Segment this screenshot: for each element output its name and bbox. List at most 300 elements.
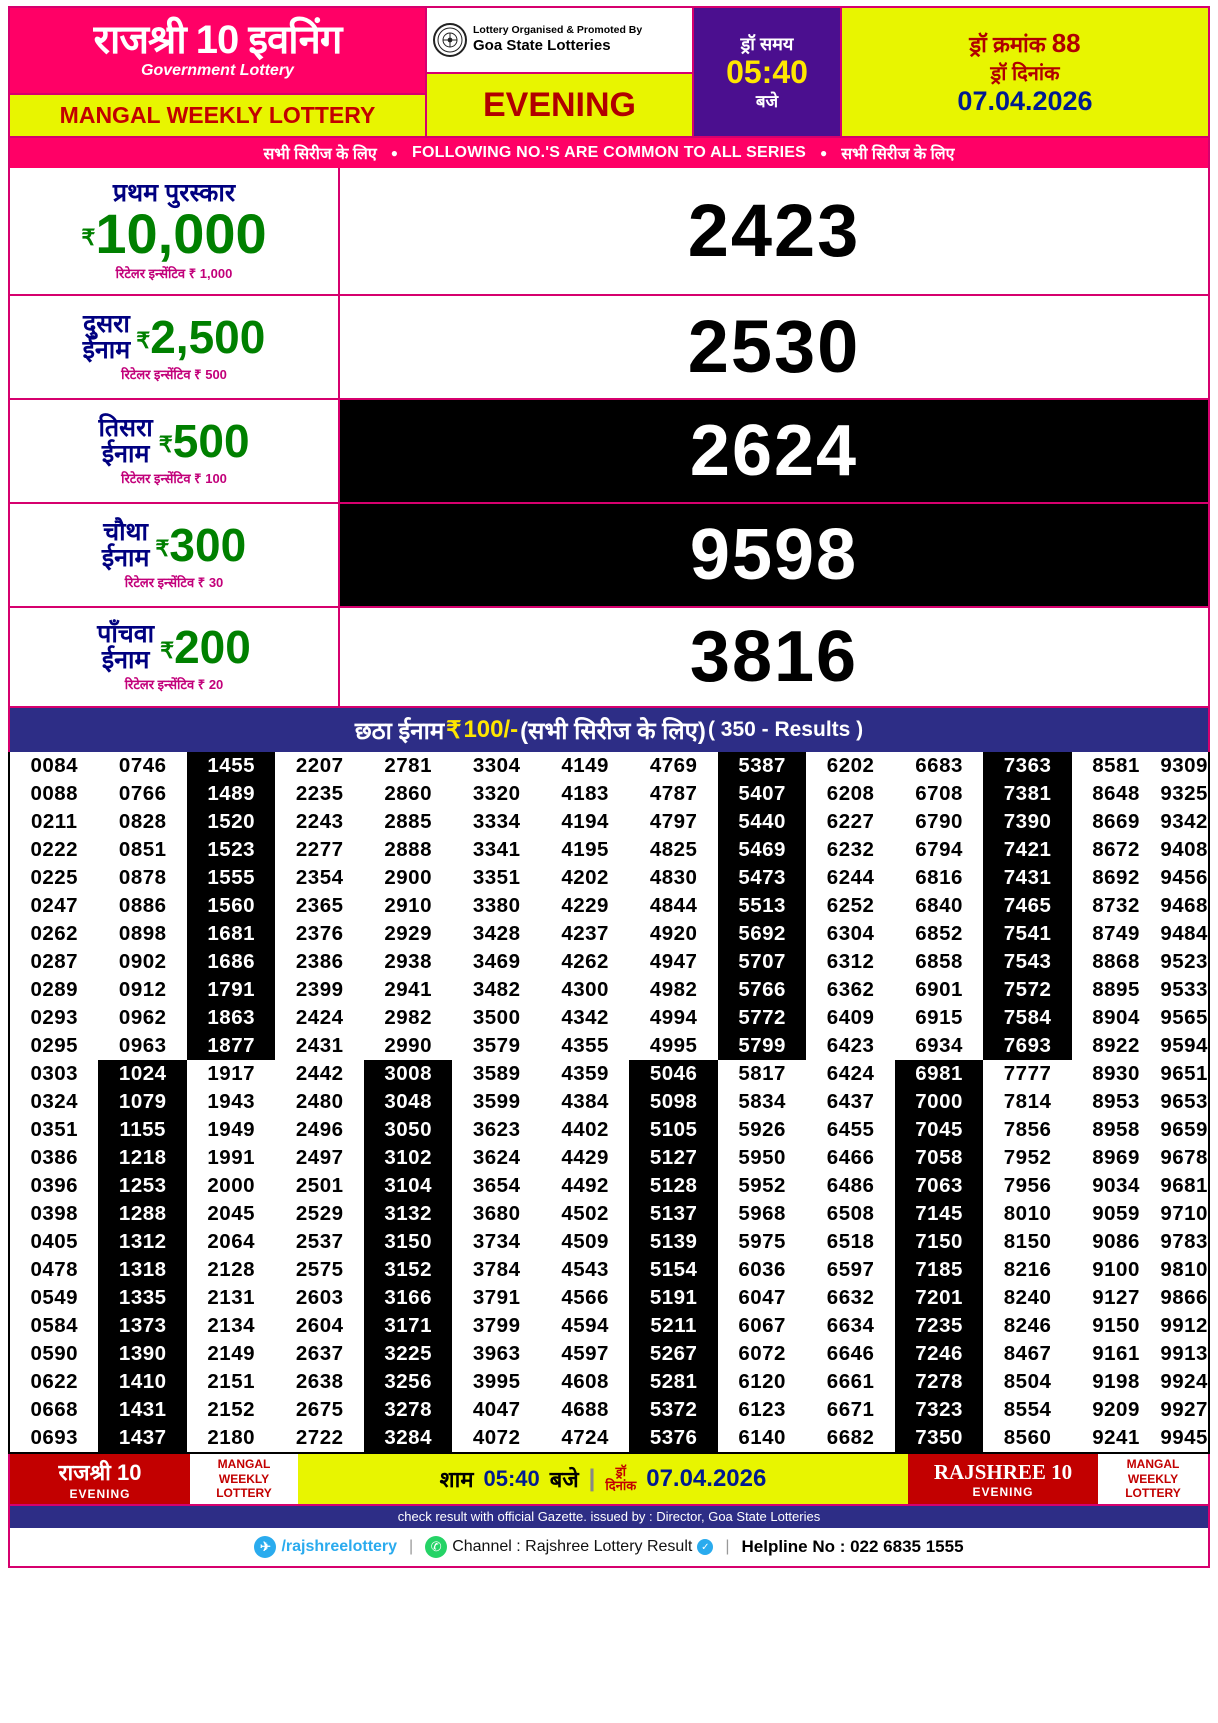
prize-number-cell — [340, 504, 1208, 606]
bullet-dot-icon: ● — [390, 146, 398, 160]
number-cell: 0828 — [118, 810, 167, 833]
number-cell: 6858 — [915, 950, 963, 973]
number-cell: 2604 — [295, 1314, 344, 1337]
number-cell: 6208 — [826, 782, 875, 805]
number-cell: 6466 — [826, 1146, 875, 1169]
number-cell: 4608 — [561, 1370, 609, 1393]
number-cell: 9059 — [1092, 1202, 1140, 1225]
contact-bar — [8, 1528, 1210, 1568]
draw-number-value: 88 — [1051, 27, 1081, 58]
number-cell: 6901 — [915, 978, 963, 1001]
number-cell: 6067 — [738, 1314, 786, 1337]
number-cell: 2365 — [295, 894, 344, 917]
number-cell: 0289 — [30, 978, 79, 1001]
number-cell: 6312 — [826, 950, 875, 973]
number-cell: 0693 — [30, 1426, 79, 1449]
number-cell: 0766 — [118, 782, 167, 805]
footer-weekly-l3: LOTTERY — [216, 1486, 272, 1501]
number-cell: 6120 — [738, 1370, 786, 1393]
number-cell: 0405 — [30, 1230, 79, 1253]
number-cell: 2638 — [295, 1370, 344, 1393]
number-cell: 6661 — [826, 1370, 875, 1393]
number-cell: 4149 — [561, 754, 609, 777]
number-cell: 1253 — [98, 1172, 186, 1200]
prize-detail-first — [10, 168, 340, 294]
number-cell: 2045 — [207, 1202, 256, 1225]
number-cell: 0746 — [118, 754, 167, 777]
prize-row-second — [10, 296, 1208, 400]
number-cell: 2354 — [295, 866, 344, 889]
number-cell: 1877 — [187, 1032, 275, 1060]
number-row — [10, 948, 1208, 976]
number-cell: 3284 — [364, 1424, 452, 1452]
number-cell: 6794 — [915, 838, 963, 861]
number-cell: 2000 — [207, 1174, 256, 1197]
prize-label-line2: ईनाम — [101, 646, 150, 674]
number-cell: 5267 — [629, 1340, 717, 1368]
number-cell: 1555 — [187, 864, 275, 892]
number-cell: 7952 — [1003, 1146, 1052, 1169]
number-cell: 6232 — [826, 838, 875, 861]
number-cell: 4402 — [561, 1118, 609, 1141]
footer-brand-sub: EVENING — [69, 1487, 131, 1501]
number-cell: 0088 — [30, 782, 79, 805]
number-cell: 8150 — [1003, 1230, 1052, 1253]
common-bar-center: FOLLOWING NO.'S ARE COMMON TO ALL SERIES — [411, 144, 807, 161]
number-cell: 2722 — [295, 1426, 344, 1449]
number-cell: 6816 — [915, 866, 963, 889]
footer-brand-sub-en: EVENING — [972, 1484, 1034, 1499]
number-cell: 7063 — [895, 1172, 983, 1200]
footer-time-date — [298, 1454, 908, 1504]
prize-amount-value: 300 — [169, 519, 247, 571]
prize-amount — [155, 519, 247, 571]
number-cell: 3102 — [364, 1144, 452, 1172]
prize-amount — [81, 202, 267, 266]
header-organiser — [425, 8, 692, 136]
number-cell: 1791 — [187, 976, 275, 1004]
footer-weekly-l1: MANGAL — [217, 1457, 271, 1472]
header-subtitle: Government Lottery — [141, 62, 294, 80]
number-cell: 7541 — [983, 920, 1071, 948]
number-cell: 2399 — [295, 978, 344, 1001]
number-cell: 5154 — [629, 1256, 717, 1284]
number-cell: 5799 — [718, 1032, 806, 1060]
number-cell: 6934 — [915, 1034, 963, 1057]
draw-number-date-box — [840, 8, 1208, 136]
footer-sham-label: शाम — [439, 1467, 474, 1492]
number-cell: 7856 — [1003, 1118, 1052, 1141]
number-cell: 3579 — [472, 1034, 521, 1057]
number-cell: 2982 — [384, 1006, 432, 1029]
draw-number-row — [969, 28, 1080, 59]
number-row — [10, 1396, 1208, 1424]
number-cell: 5387 — [718, 752, 806, 780]
number-cell: 6486 — [826, 1174, 875, 1197]
number-cell: 5127 — [629, 1144, 717, 1172]
organiser-text — [473, 24, 642, 56]
telegram-link[interactable] — [254, 1536, 397, 1558]
number-cell: 9594 — [1160, 1034, 1208, 1057]
organiser-line2: Goa State Lotteries — [473, 37, 611, 55]
number-cell: 3050 — [364, 1116, 452, 1144]
draw-time-value: 05:40 — [726, 53, 808, 90]
number-cell: 5473 — [718, 864, 806, 892]
number-cell: 5137 — [629, 1200, 717, 1228]
number-cell: 9100 — [1092, 1258, 1140, 1281]
goa-state-seal-icon — [433, 23, 467, 57]
number-cell: 2386 — [295, 950, 344, 973]
prize-row-fourth — [10, 504, 1208, 608]
prize-row-first — [10, 168, 1208, 296]
number-cell: 1390 — [98, 1340, 186, 1368]
bullet-dot-icon: ● — [820, 146, 828, 160]
number-cell: 6423 — [826, 1034, 875, 1057]
number-cell: 1155 — [98, 1116, 186, 1144]
number-cell: 8240 — [1003, 1286, 1052, 1309]
number-cell: 2431 — [295, 1034, 344, 1057]
number-cell: 7572 — [983, 976, 1071, 1004]
number-cell: 8672 — [1092, 838, 1140, 861]
number-cell: 2180 — [207, 1426, 256, 1449]
number-row — [10, 1228, 1208, 1256]
header-evening-label: EVENING — [427, 74, 692, 136]
number-cell: 6362 — [826, 978, 875, 1001]
number-cell: 1288 — [98, 1200, 186, 1228]
number-cell: 2207 — [295, 754, 344, 777]
number-cell: 6424 — [826, 1062, 875, 1085]
sixth-prize-result-count: ( 350 - Results ) — [707, 718, 864, 741]
number-cell: 2888 — [384, 838, 432, 861]
verified-badge-icon: ✓ — [697, 1539, 713, 1555]
number-cell: 9127 — [1092, 1286, 1140, 1309]
number-cell: 4195 — [561, 838, 609, 861]
number-cell: 3995 — [472, 1370, 521, 1393]
number-cell: 6646 — [826, 1342, 875, 1365]
sixth-prize-series-note: (सभी सिरीज के लिए) — [520, 717, 706, 745]
footer-brand-left — [10, 1454, 190, 1504]
number-cell: 6072 — [738, 1342, 786, 1365]
number-cell: 1520 — [187, 808, 275, 836]
number-cell: 8969 — [1092, 1146, 1140, 1169]
number-cell: 4429 — [561, 1146, 609, 1169]
number-row — [10, 808, 1208, 836]
number-cell: 4543 — [561, 1258, 609, 1281]
sixth-prize-number-grid — [8, 752, 1210, 1454]
number-cell: 8554 — [1003, 1398, 1052, 1421]
telegram-handle: /rajshreelottery — [281, 1538, 398, 1555]
prize-row-third — [10, 400, 1208, 504]
number-cell: 2990 — [384, 1034, 432, 1057]
number-cell: 7323 — [895, 1396, 983, 1424]
footer-weekly-right — [1098, 1454, 1208, 1504]
number-cell: 9034 — [1092, 1174, 1140, 1197]
number-row — [10, 1256, 1208, 1284]
number-cell: 9209 — [1092, 1398, 1140, 1421]
number-cell: 5952 — [738, 1174, 786, 1197]
number-cell: 9161 — [1092, 1342, 1140, 1365]
footer-brand-title: राजश्री 10 — [58, 1460, 142, 1485]
number-cell: 3654 — [472, 1174, 521, 1197]
winning-number: 2624 — [689, 411, 859, 491]
number-cell: 9681 — [1160, 1174, 1208, 1197]
footer-time: 05:40 — [483, 1466, 540, 1491]
number-cell: 7956 — [1003, 1174, 1052, 1197]
number-cell: 4844 — [649, 894, 698, 917]
number-cell: 8504 — [1003, 1370, 1052, 1393]
number-cell: 8922 — [1092, 1034, 1140, 1057]
number-cell: 0386 — [30, 1146, 79, 1169]
number-cell: 5817 — [738, 1062, 786, 1085]
number-cell: 6244 — [826, 866, 875, 889]
number-cell: 0962 — [118, 1006, 167, 1029]
winning-number: 3816 — [689, 617, 859, 697]
footer-brand-strip — [8, 1454, 1210, 1506]
number-cell: 3734 — [472, 1230, 521, 1253]
number-cell: 9150 — [1092, 1314, 1140, 1337]
number-cell: 7693 — [983, 1032, 1071, 1060]
prize-number-cell — [340, 608, 1208, 706]
number-cell: 2860 — [384, 782, 432, 805]
prize-detail-fourth — [10, 504, 340, 606]
number-cell: 3680 — [472, 1202, 521, 1225]
number-cell: 9783 — [1160, 1230, 1208, 1253]
number-row — [10, 1284, 1208, 1312]
number-cell: 5191 — [629, 1284, 717, 1312]
number-cell: 8560 — [1003, 1426, 1052, 1449]
number-cell: 4502 — [561, 1202, 609, 1225]
number-cell: 3171 — [364, 1312, 452, 1340]
number-cell: 6597 — [826, 1258, 875, 1281]
number-cell: 6790 — [915, 810, 963, 833]
number-cell: 2128 — [207, 1258, 256, 1281]
number-row — [10, 864, 1208, 892]
number-cell: 8732 — [1092, 894, 1140, 917]
number-row — [10, 752, 1208, 780]
number-cell: 8930 — [1092, 1062, 1140, 1085]
winning-number: 9598 — [689, 515, 859, 595]
number-cell: 8868 — [1092, 950, 1140, 973]
organiser-row — [427, 8, 692, 74]
footer-baje: बजे — [549, 1467, 579, 1492]
number-cell: 2910 — [384, 894, 432, 917]
prize-detail-third — [10, 400, 340, 502]
number-cell: 2131 — [207, 1286, 256, 1309]
draw-date-value: 07.04.2026 — [957, 85, 1093, 116]
number-cell: 5968 — [738, 1202, 786, 1225]
number-cell: 6409 — [826, 1006, 875, 1029]
draw-date-label: ड्रॉ दिनांक — [990, 62, 1060, 85]
number-cell: 3304 — [472, 754, 521, 777]
number-cell: 0668 — [30, 1398, 79, 1421]
number-cell: 9533 — [1160, 978, 1208, 1001]
number-cell: 4355 — [561, 1034, 609, 1057]
number-cell: 0590 — [30, 1342, 79, 1365]
number-cell: 8246 — [1003, 1314, 1052, 1337]
prize-amount — [136, 311, 266, 363]
common-series-bar — [8, 138, 1210, 168]
winning-number: 2530 — [687, 305, 861, 388]
number-cell: 7246 — [895, 1340, 983, 1368]
number-cell: 0262 — [30, 922, 79, 945]
number-cell: 4229 — [561, 894, 609, 917]
number-cell: 6634 — [826, 1314, 875, 1337]
footer-draw-date-label — [605, 1465, 636, 1494]
whatsapp-channel: Channel : Rajshree Lottery Result — [452, 1538, 693, 1555]
prize-amount — [158, 415, 250, 467]
number-cell: 1410 — [98, 1368, 186, 1396]
number-cell: 8895 — [1092, 978, 1140, 1001]
number-cell: 1686 — [187, 948, 275, 976]
number-cell: 1373 — [98, 1312, 186, 1340]
prize-amount-value: 500 — [172, 415, 250, 467]
number-cell: 7431 — [983, 864, 1071, 892]
number-cell: 5098 — [629, 1088, 717, 1116]
number-cell: 9710 — [1160, 1202, 1208, 1225]
prize-label: प्रथम पुरस्कार — [112, 178, 236, 207]
prize-number-cell — [340, 400, 1208, 502]
number-cell: 7584 — [983, 1004, 1071, 1032]
prize-label-line1: दुसरा — [82, 309, 130, 338]
header-title-box — [10, 8, 425, 95]
number-cell: 6508 — [826, 1202, 875, 1225]
prize-label — [83, 311, 131, 364]
number-cell: 2134 — [207, 1314, 256, 1337]
number-cell: 6632 — [826, 1286, 875, 1309]
number-cell: 3048 — [364, 1088, 452, 1116]
number-cell: 5128 — [629, 1172, 717, 1200]
number-cell: 3624 — [472, 1146, 521, 1169]
number-cell: 4072 — [472, 1426, 521, 1449]
number-cell: 2149 — [207, 1342, 256, 1365]
prize-label — [102, 519, 150, 572]
rupee-icon: ₹ — [446, 716, 462, 744]
number-row — [10, 780, 1208, 808]
footer-weekly-l2: WEEKLY — [218, 1471, 270, 1486]
number-cell: 1991 — [207, 1146, 256, 1169]
number-row — [10, 1144, 1208, 1172]
number-cell: 0549 — [30, 1286, 79, 1309]
number-cell: 6915 — [915, 1006, 963, 1029]
number-cell: 0293 — [30, 1006, 79, 1029]
number-cell: 5772 — [718, 1004, 806, 1032]
number-cell: 1863 — [187, 1004, 275, 1032]
number-cell: 3799 — [472, 1314, 521, 1337]
number-cell: 6840 — [915, 894, 963, 917]
number-cell: 2424 — [295, 1006, 344, 1029]
retailer-incentive: रिटेलर इन्सेंटिव ₹ 1,000 — [115, 266, 233, 282]
whatsapp-icon: ✆ — [425, 1536, 447, 1558]
retailer-incentive: रिटेलर इन्सेंटिव ₹ 100 — [121, 471, 227, 487]
number-cell: 7350 — [895, 1424, 983, 1452]
number-cell: 9866 — [1160, 1286, 1208, 1309]
rupee-icon: ₹ — [81, 225, 96, 251]
prize-label-line2: ईनाम — [82, 336, 131, 364]
number-cell: 3599 — [472, 1090, 521, 1113]
number-table — [10, 752, 1208, 1452]
number-cell: 9924 — [1160, 1370, 1208, 1393]
number-cell: 5211 — [629, 1312, 717, 1340]
draw-number-label: ड्रॉ क्रमांक — [969, 31, 1046, 57]
number-cell: 4797 — [649, 810, 698, 833]
number-cell: 6708 — [915, 782, 963, 805]
number-cell: 7465 — [983, 892, 1071, 920]
draw-time-box — [692, 8, 840, 136]
number-cell: 5046 — [629, 1060, 717, 1088]
number-cell: 1312 — [98, 1228, 186, 1256]
number-cell: 0351 — [30, 1118, 79, 1141]
number-cell: 3428 — [472, 922, 521, 945]
number-cell: 1523 — [187, 836, 275, 864]
number-row — [10, 1424, 1208, 1452]
prize-amount-value: 200 — [174, 621, 251, 673]
number-cell: 4566 — [561, 1286, 609, 1309]
number-cell: 3132 — [364, 1200, 452, 1228]
number-row — [10, 1200, 1208, 1228]
number-cell: 5834 — [738, 1090, 786, 1113]
rupee-icon: ₹ — [160, 637, 175, 663]
number-cell: 9468 — [1160, 894, 1208, 917]
number-cell: 7145 — [895, 1200, 983, 1228]
number-cell: 4262 — [561, 950, 609, 973]
number-cell: 5950 — [738, 1146, 786, 1169]
number-row — [10, 1060, 1208, 1088]
number-row — [10, 976, 1208, 1004]
number-cell: 1318 — [98, 1256, 186, 1284]
number-cell: 4237 — [561, 922, 609, 945]
sixth-prize-label: छठा ईनाम — [354, 717, 445, 745]
number-row — [10, 892, 1208, 920]
number-cell: 9342 — [1160, 810, 1208, 833]
prize-amount-value: 2,500 — [150, 311, 266, 363]
prize-detail-second — [10, 296, 340, 398]
prize-row-fifth — [10, 608, 1208, 706]
number-cell: 1024 — [98, 1060, 186, 1088]
page-title: राजश्री 10 इवनिंग — [93, 18, 342, 63]
number-cell: 5513 — [718, 892, 806, 920]
number-cell: 6036 — [738, 1258, 786, 1281]
prize-label-line1: पाँचवा — [97, 619, 155, 648]
number-cell: 4183 — [561, 782, 609, 805]
number-cell: 3351 — [472, 866, 521, 889]
header — [8, 6, 1210, 138]
number-cell: 2537 — [295, 1230, 344, 1253]
sixth-prize-bar — [8, 708, 1210, 752]
whatsapp-link[interactable] — [425, 1536, 713, 1558]
number-cell: 0584 — [30, 1314, 79, 1337]
rupee-icon: ₹ — [136, 327, 151, 353]
number-cell: 0303 — [30, 1062, 79, 1085]
number-cell: 2575 — [295, 1258, 344, 1281]
number-cell: 2496 — [295, 1118, 344, 1141]
number-cell: 4994 — [649, 1006, 698, 1029]
prize-label-line1: चौथा — [103, 517, 149, 546]
number-cell: 5469 — [718, 836, 806, 864]
number-cell: 3334 — [472, 810, 521, 833]
number-cell: 3166 — [364, 1284, 452, 1312]
number-cell: 8216 — [1003, 1258, 1052, 1281]
number-cell: 9912 — [1160, 1314, 1208, 1337]
number-cell: 2480 — [295, 1090, 344, 1113]
number-cell: 6671 — [826, 1398, 875, 1421]
number-cell: 9523 — [1160, 950, 1208, 973]
number-cell: 0287 — [30, 950, 79, 973]
number-cell: 8749 — [1092, 922, 1140, 945]
number-cell: 9678 — [1160, 1146, 1208, 1169]
number-cell: 0225 — [30, 866, 79, 889]
number-cell: 0084 — [30, 754, 79, 777]
number-cell: 3380 — [472, 894, 521, 917]
